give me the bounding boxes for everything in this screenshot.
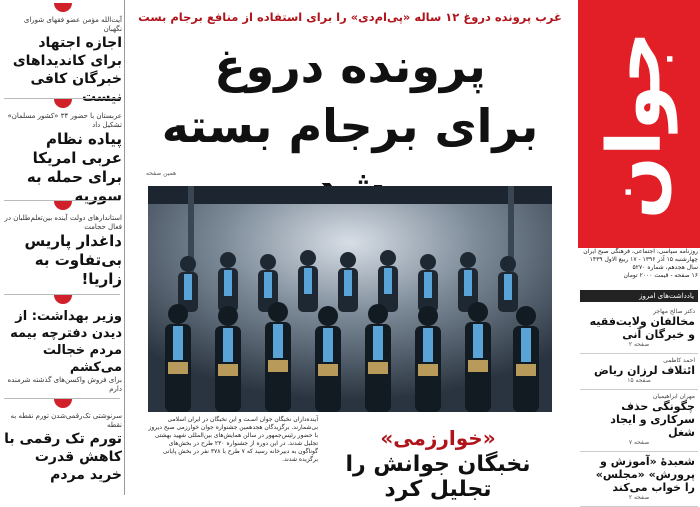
bottom-story-headline[interactable]: نخبگان جوانش را تجلیل کرد — [345, 452, 531, 502]
bottom-story-body: آینده‌داران نخبگان جوان اسـت و این نخبگان در ایران اسلامی بی‌شمارند. برگزیدگان هجدهمین جشنواره جوان خوارزمی صبح دیروز با حضور رئیس‌جمهور در سالن همایش‌های بین‌المللی شهید بهشتی تجلیل شدند. در این دوره از جشنواره ۲۳۰ طرح در بخش‌های گوناگون به دبیرخانه رسید که ۷ طرح با ۳۷۸ نفر در بخش پایانی برگزیده شدند. — [148, 416, 318, 463]
info-line: ۱۶ صفحه - قیمت ۲۰۰۰ تومان — [623, 272, 698, 279]
index-title: شعبدهٔ «آموزش و پرورش» «مجلس» را خواب می‌کند — [595, 455, 695, 494]
sidebar-story[interactable] — [4, 4, 122, 106]
sidebar-kicker: استاندارهای دولت آینده بین‌تعلم‌طلبان در فعال حجامت — [4, 214, 122, 231]
index-title: چگونگی حذف سرکاری و ایجاد شغل — [610, 400, 695, 439]
award-ceremony-photo — [148, 186, 552, 412]
sidebar-kicker: عربستان با حضور ۳۴ «کشور مسلمان» تشکیل داد — [7, 112, 122, 129]
sidebar-story[interactable] — [4, 100, 122, 206]
index-title: مخالفان ولایت‌فقیه و خبرگان آنی — [589, 315, 695, 341]
info-line: چهارشنبه ۱۵ آذر ۱۳۹۶ - ۱۷ ربیع الاول ۱۴۳۹ — [589, 256, 698, 263]
section-marker-icon — [54, 99, 72, 108]
index-title: ائتلاف لرزان ریاض — [593, 364, 695, 377]
index-page: صفحه ۱۵ — [627, 377, 651, 384]
ceremony-photo-illustration — [148, 186, 552, 412]
index-author: دکتر صالح مهاجر — [653, 308, 695, 315]
headline-line: برای برجام بسته — [161, 99, 539, 153]
sidebar-headline: تورم تک رقمی با کاهش قدرت خرید مردم — [4, 431, 122, 483]
notes-index — [580, 290, 698, 507]
sidebar-kicker: آیت‌الله مؤمن عضو فقهای شورای نگهبان — [23, 16, 122, 33]
sidebar-headline: اجازه اجتهاد برای کاندیداهای خبرگان کافی نیست — [12, 35, 122, 105]
index-item[interactable] — [580, 452, 698, 507]
index-page: صفحه ۲ — [628, 341, 650, 348]
top-story-kicker: غرب پرونده دروغ ۱۲ ساله «پی‌ام‌دی» را برای استفاده از منافع برجام بست — [138, 10, 562, 24]
masthead-info — [580, 248, 698, 280]
index-page: صفحه ۲ — [628, 494, 650, 501]
svg-text:جوان: جوان — [591, 30, 678, 220]
sidebar-kicker: سرنوشتی تک‌رقمی‌شدن تورم نقطه به نقطه — [10, 412, 122, 429]
info-line: سال هجدهم، شماره ۵۲۷۰ — [632, 264, 698, 271]
index-author: مهران ابراهیمیان — [652, 393, 695, 400]
index-page: صفحه ۷ — [628, 439, 650, 446]
index-header: یادداشت‌های امروز — [580, 290, 698, 302]
sidebar-story[interactable] — [4, 400, 122, 484]
section-marker-icon — [54, 201, 72, 210]
index-item[interactable] — [580, 354, 698, 390]
index-author: احمد کاظمی — [663, 357, 695, 364]
bottom-story-kicker: «خوارزمی» — [380, 426, 496, 450]
sidebar — [0, 0, 125, 495]
index-item[interactable] — [580, 390, 698, 452]
sidebar-headline: داغدار پاریس بی‌تفاوت به زاریا! — [24, 232, 122, 288]
masthead — [578, 0, 700, 248]
section-marker-icon — [54, 399, 72, 408]
index-item[interactable] — [580, 305, 698, 354]
headline-line: پرونده دروغ — [214, 39, 486, 93]
sidebar-story[interactable] — [4, 296, 122, 394]
sidebar-headline: وزیر بهداشت: از دیدن دفترچه بیمه مردم خجالت می‌کشم — [10, 309, 122, 375]
sidebar-subtitle: برای فروش واکسن‌های گذشته شرمنده دارم — [7, 376, 122, 393]
section-marker-icon — [54, 3, 72, 12]
newspaper-logo — [578, 14, 700, 236]
page-reference: همین صفحه — [146, 170, 177, 177]
sidebar-story[interactable] — [4, 202, 122, 289]
info-line: روزنامه سیاسی، اجتماعی، فرهنگی صبح ایران — [583, 248, 698, 255]
sidebar-headline: پیاده نظام عربی امریکا برای حمله به سوریه — [26, 130, 122, 205]
section-marker-icon — [54, 295, 72, 304]
